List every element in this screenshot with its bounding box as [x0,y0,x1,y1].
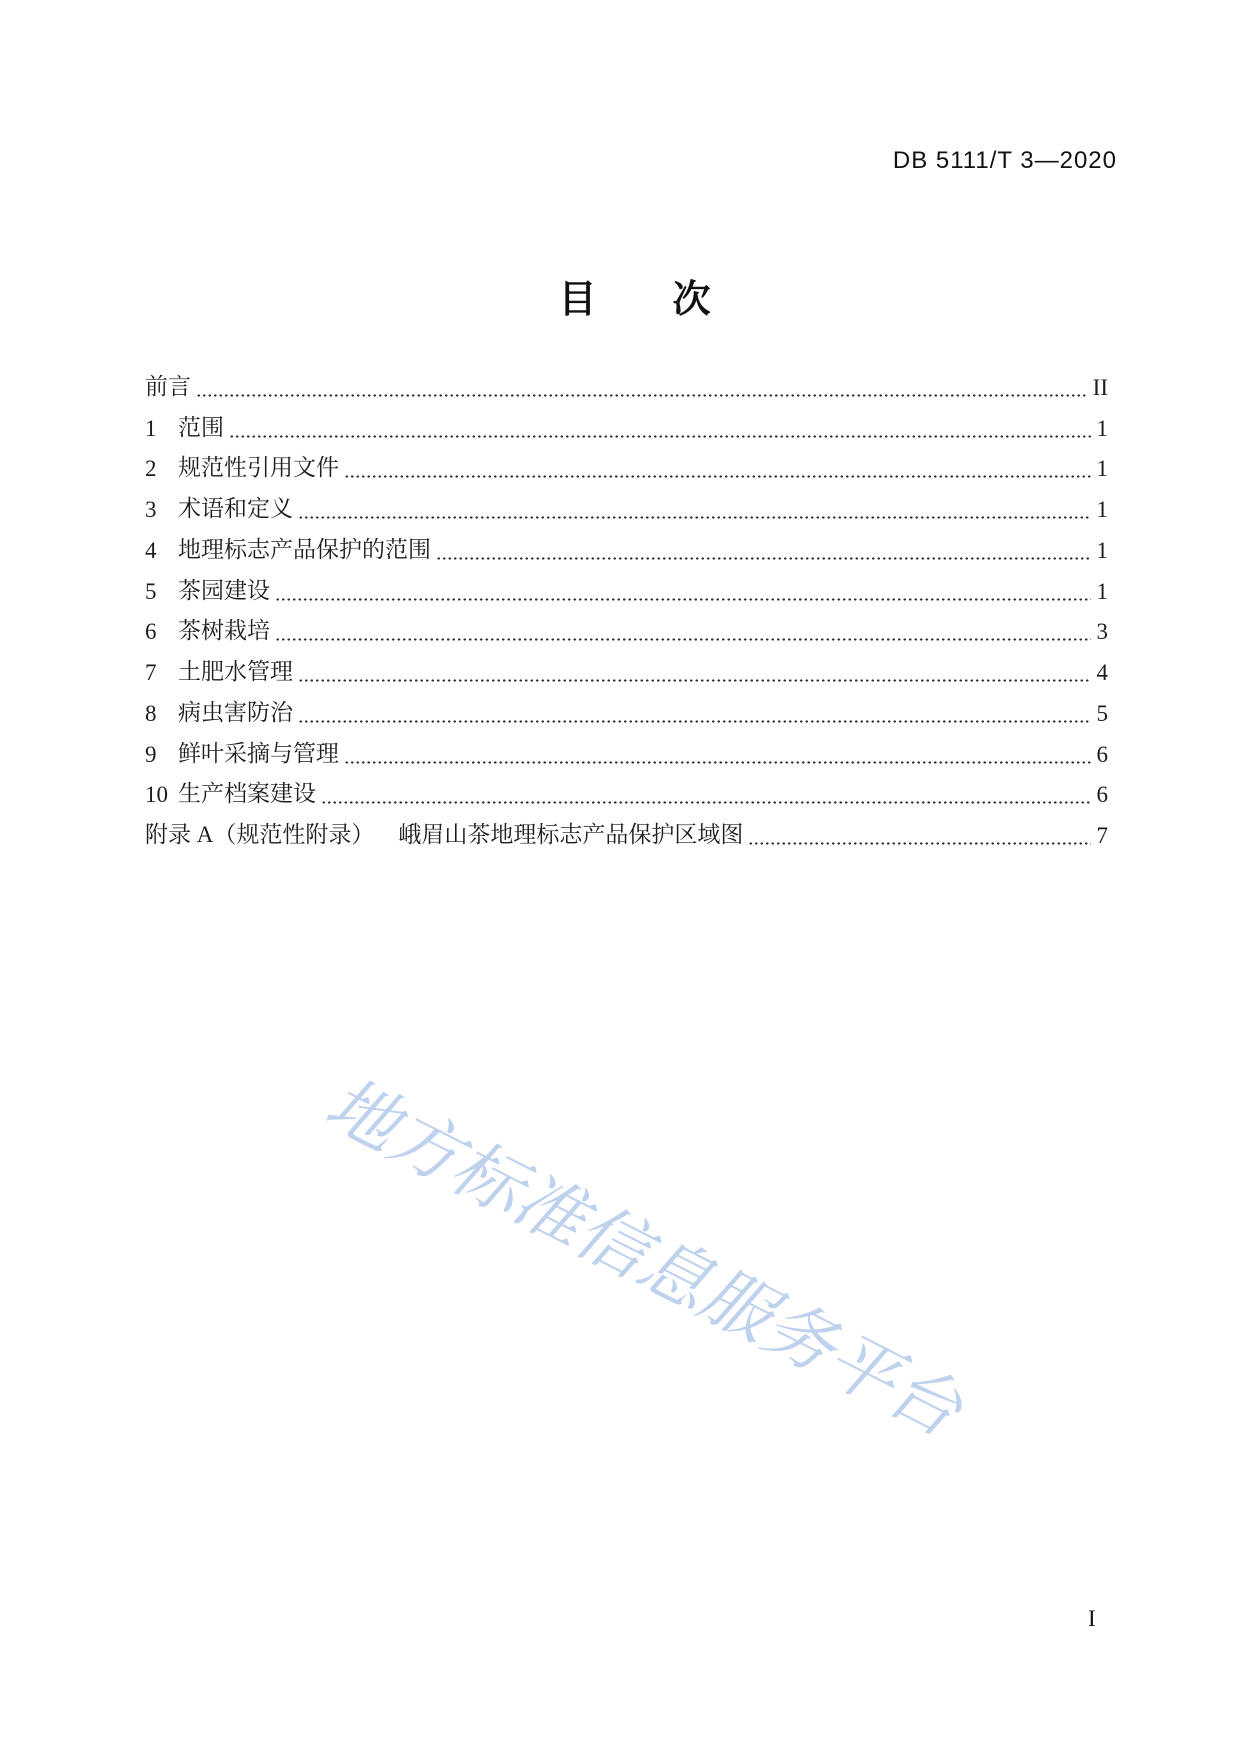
toc-dot-leader [229,435,1091,438]
toc-entry-title: 茶园建设 [178,577,270,603]
toc-entry-page: 1 [1096,415,1108,441]
toc-dot-leader [298,720,1091,723]
toc-entry-page: 7 [1096,823,1108,848]
toc-entry-title: 附录 A（规范性附录） [145,822,375,847]
toc-entry-number: 2 [145,456,157,482]
toc-entry-title: 地理标志产品保护的范围 [178,536,431,562]
toc-row-tea-garden-construction [145,571,1108,612]
toc-dot-leader [344,761,1091,764]
toc-entry-page: II [1092,374,1108,400]
toc-dot-leader [344,475,1091,478]
toc-row-tea-cultivation [145,612,1108,653]
toc-dot-leader [275,598,1091,601]
page-title: 目 次 [558,279,711,321]
toc-entry-title: 鲜叶采摘与管理 [178,740,339,766]
toc-row-soil-fertilizer-water [145,652,1108,693]
toc-dot-leader [196,394,1087,397]
toc-row-protection-scope [145,530,1108,571]
toc-row-normative-references [145,449,1108,490]
toc-dot-leader [298,516,1091,519]
toc-entry-title: 术语和定义 [178,496,293,521]
toc-row-appendix-a [145,815,1108,856]
toc-dot-leader [298,679,1091,682]
toc-dot-leader [436,557,1091,560]
toc-entry-title: 病虫害防治 [178,699,293,725]
toc-entry-number: 7 [145,660,157,685]
toc-entry-title: 规范性引用文件 [178,455,339,481]
toc-entry-page: 1 [1096,578,1108,604]
toc-row-foreword [145,367,1108,408]
toc-dot-leader [748,842,1090,845]
toc-entry-page: 1 [1096,537,1108,563]
toc-entry-page: 1 [1096,497,1108,522]
toc-entry-page: 6 [1096,782,1108,808]
toc-entry-number: 9 [145,741,157,767]
toc-row-production-records [145,775,1108,816]
toc-entry-page: 5 [1096,700,1108,726]
toc-entry-number: 6 [145,619,157,645]
toc-entry-title: 生产档案建设 [178,781,316,807]
toc-entry-page: 3 [1096,619,1108,645]
toc-row-terms-definitions [145,489,1108,530]
toc-entry-page: 1 [1096,456,1108,482]
toc-entry-number: 3 [145,497,157,522]
toc-row-pest-control [145,693,1108,734]
toc-row-scope [145,408,1108,449]
toc-entry-page: 4 [1096,660,1108,685]
toc-entry-title: 土肥水管理 [178,659,293,684]
standard-code-header: DB 5111/T 3—2020 [892,147,1117,174]
table-of-contents [145,367,1108,856]
page-number: I [1088,1606,1096,1631]
toc-entry-number: 1 [145,415,157,441]
toc-entry-title: 茶树栽培 [178,618,270,644]
toc-row-fresh-leaf-picking [145,734,1108,775]
toc-dot-leader [321,801,1091,804]
toc-entry-page: 6 [1096,741,1108,767]
toc-entry-number: 8 [145,700,157,726]
toc-entry-title: 前言 [145,373,191,399]
toc-entry-title: 范围 [178,414,224,440]
toc-entry-number: 5 [145,578,157,604]
toc-dot-leader [275,638,1091,641]
toc-entry-number: 10 [145,782,168,808]
toc-entry-subtitle: 峨眉山茶地理标志产品保护区域图 [398,822,744,847]
toc-entry-number: 4 [145,537,157,563]
watermark: 地方标准信息服务平台 [313,1065,973,1452]
